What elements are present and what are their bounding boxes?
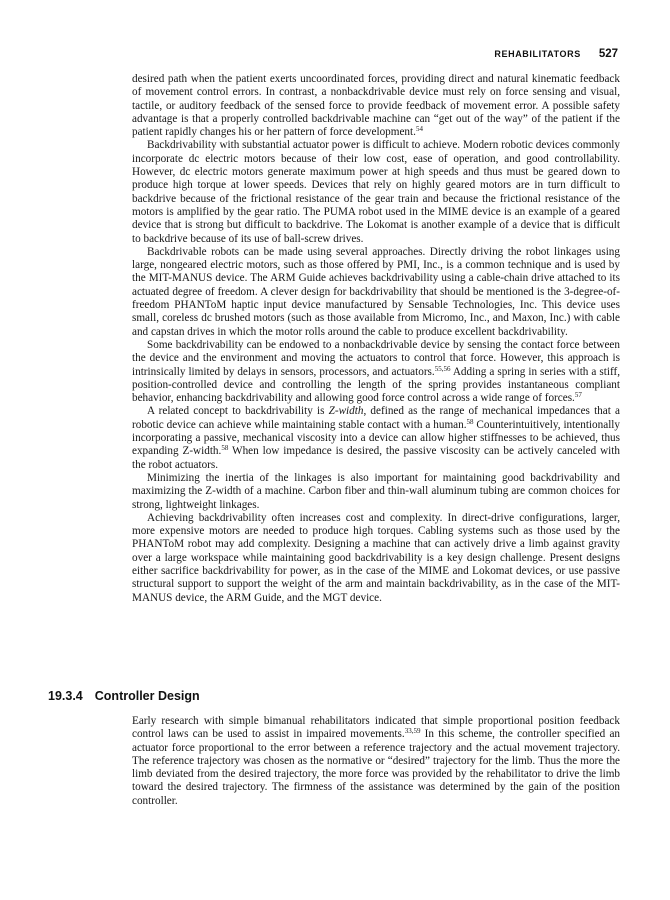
citation: 55,56 [434,364,451,373]
section-heading [48,689,200,703]
paragraph-controller-design: Early research with simple bimanual rehabilitators indicated that simple proportional position feedback control laws can be used to assist in impaired movements.$^{33,59}$ In this scheme, the controller specified an actuator force proportional to the error between a reference trajectory and the actual movement trajectory. The reference trajectory was chosen as the normative or “desired” trajectory for the limb. Thus the more the limb deviated from the desired trajectory, the more force was provided by the rehabilitator to drive the limb toward the desired trajectory. The firmness of the assistance was determined by the gain of the position controller. [132,715,620,807]
paragraph-inertia: Minimizing the inertia of the linkages is also important for maintaining good backdrivability and maximizing the Z-width of a machine. Carbon fiber and thin-wall aluminum tubing are common choices for strong, lightweight linkages. [132,471,620,511]
citation: 54 [415,125,423,134]
section-body-text [132,715,620,808]
paragraph-backdrivable-approaches: Backdrivable robots can be made using several approaches. Directly driving the robot linkages using large, nongeared electric motors, such as those offered by PMI, Inc., is a common technique and is used by the MIT-MANUS device. The ARM Guide achieves backdrivability using a cable-chain drive attached to its actuated degree of freedom. A clever design for backdrivability that should be mentioned is the 3-degree-of-freedom PHANToM haptic input device manufactured by Sensable Technologies, Inc. This device uses small, coreless dc brushed motors (such as those available from Micromo, Inc., and Maxon, Inc.) with cable and capstan drives in which the motor rolls around the cable to produce excellent backdrivability. [132,245,620,338]
citation: 58 [466,417,474,426]
running-title: REHABILITATORS [494,49,581,59]
paragraph-backdrivability-power: Backdrivability with substantial actuator power is difficult to achieve. Modern robotic devices commonly incorporate dc electric motors because of their low cost, ease of operation, and good controllability. However, dc electric motors generate maximum power at high speeds and thus must be geared down to produce high torque at lower speeds. Devices that rely on highly geared motors are in turn difficult to backdrive because of the frictional resistance of the gear train and because the frictional resistance of the motors is amplified by the gear ratio. The PUMA robot used in the MIME device is an example of a geared device that is strong but difficult to backdrive. The Lokomat is another example of a device that is difficult to backdrive because of its use of ball-screw drives. [132,139,620,245]
paragraph-cost-complexity: Achieving backdrivability often increases cost and complexity. In direct-drive configurations, larger, more expensive motors are needed to produce high torques. Cabling systems such as those used by the PHANToM robot may add complexity. Designing a machine that can actively drive a limb against gravity over a large workspace while maintaining good backdrivability is a key design challenge. Present designs either sacrifice backdrivability for power, as in the case of the MIME and Lokomat devices, or use passive structural support to support the weight of the arm and maintain backdrivability, as in the case of the MIT-MANUS device, the ARM Guide, and the MGT device. [132,511,620,604]
running-header [494,48,618,60]
page-number: 527 [598,48,618,60]
section-title: Controller Design [94,689,200,703]
section-number: 19.3.4 [48,689,83,703]
main-body-text [132,73,620,605]
citation: 58 [221,444,229,453]
paragraph-z-width: A related concept to backdrivability is Z-width, defined as the range of mechanical impedances that a robotic device can achieve while maintaining stable contact with a human.$^{58}$ Counterintuitively, intentionally incorporating a passive, mechanical viscosity into a device can allow higher stiffnesses to be achieved, thus expanding Z-width.$^{58}$ When low impedance is desired, the passive viscosity can be actively canceled with the robot actuators. [132,405,620,471]
paragraph-continuation: desired path when the patient exerts uncoordinated forces, providing direct and natural kinematic feedback of movement control errors. In contrast, a nonbackdrivable device must rely on force sensing and visual, tactile, or auditory feedback of the sensed force to provide feedback of movement error. A possible safety advantage is that a properly controlled backdrivable machine can “get out of the way” of the patient if the patient rapidly changes his or her pattern of force development.$^{54}$ [132,73,620,139]
paragraph-force-sensing: Some backdrivability can be endowed to a nonbackdrivable device by sensing the contact force between the device and the environment and moving the actuators to control that force. However, this approach is intrinsically limited by delays in sensors, processors, and actuators.$^{55,56}$ Adding a spring in series with a stiff, position-controlled device and controlling the length of the spring provides instantaneous compliant behavior, enhancing backdrivability and allowing good force control across a wide range of forces.$^{57}$ [132,338,620,405]
citation: 33,59 [404,727,421,736]
citation: 57 [574,391,582,400]
italic-term: Z-width [328,405,364,418]
